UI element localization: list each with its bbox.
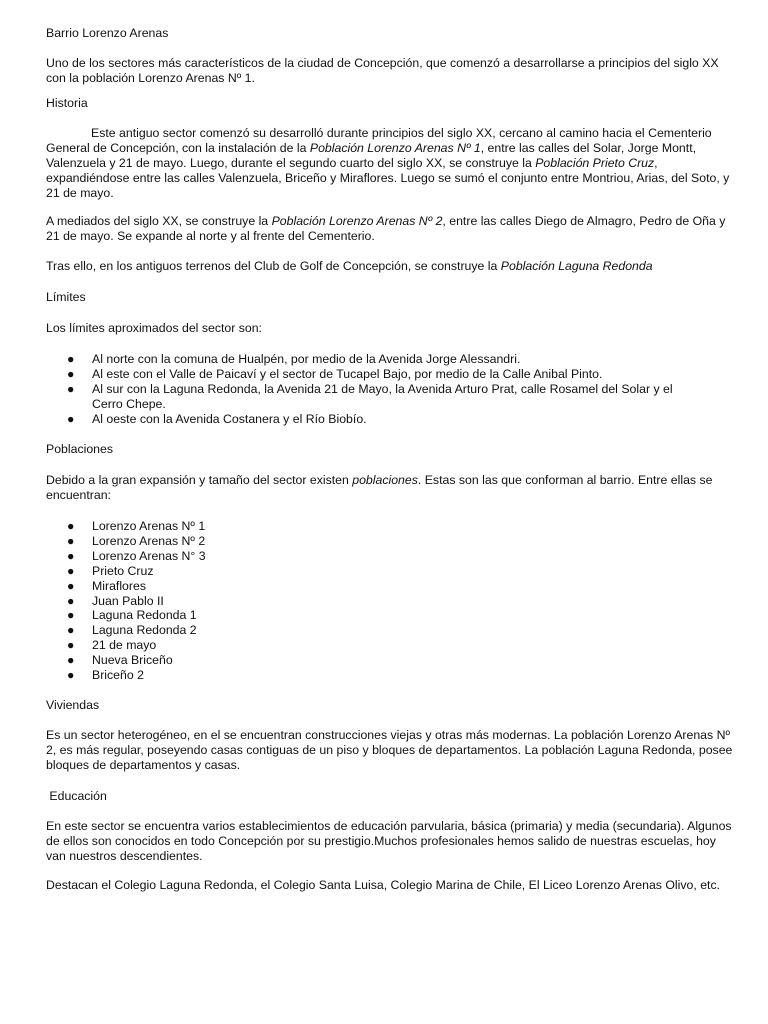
bullet-icon: ● bbox=[67, 578, 75, 593]
viviendas-heading: Viviendas bbox=[46, 698, 100, 712]
list-item: ● Laguna Redonda 2 bbox=[67, 623, 197, 638]
list-item: ● Al oeste con la Avenida Costanera y el Río Biobío. bbox=[67, 411, 367, 426]
limites-heading: Límites bbox=[46, 290, 86, 304]
educacion-paragraph-1: En este sector se encuentra varios establecimientos de educación parvularia, básica (primaria) y media (secundaria). Algunos de ellos son conocidos en todo Concepción por su prestigio.Muchos profesionales hemos salido de nuestras escuelas, hoy van nuestros descendientes. bbox=[46, 819, 732, 863]
intro-paragraph: Uno de los sectores más característicos de la ciudad de Concepción, que comenzó a desarrollarse a principios del siglo XX con la población Lorenzo Arenas Nº 1. bbox=[46, 56, 719, 85]
list-item: ● Al este con el Valle de Paicaví y el sector de Tucapel Bajo, por medio de la Calle Anibal Pinto. bbox=[67, 366, 603, 381]
document-title: Barrio Lorenzo Arenas bbox=[46, 26, 169, 40]
list-item: ● Nueva Briceño bbox=[67, 653, 173, 668]
bullet-icon: ● bbox=[67, 411, 75, 426]
bullet-icon: ● bbox=[67, 519, 75, 533]
viviendas-paragraph: Es un sector heterogéneo, en el se encuentran construcciones viejas y otras más modernas. La población Lorenzo Arenas Nº 2, es más regular, poseyendo casas contiguas de un piso y bloques de departamentos. La población Laguna Redonda, posee bloques de departamentos y casas. bbox=[46, 728, 733, 772]
bullet-icon: ● bbox=[67, 638, 75, 653]
bullet-icon: ● bbox=[67, 653, 75, 668]
list-item: ● Lorenzo Arenas Nº 2 bbox=[67, 533, 206, 548]
educacion-paragraph-2: Destacan el Colegio Laguna Redonda, el Colegio Santa Luisa, Colegio Marina de Chile, El Liceo Lorenzo Arenas Olivo, etc. bbox=[46, 878, 721, 892]
list-item: ● 21 de mayo bbox=[67, 638, 157, 653]
bullet-icon: ● bbox=[67, 352, 75, 366]
bullet-icon: ● bbox=[67, 366, 75, 381]
list-item: ● Lorenzo Arenas Nº 1 bbox=[67, 519, 206, 533]
poblaciones-list bbox=[46, 519, 736, 683]
educacion-heading: Educación bbox=[46, 789, 107, 803]
bullet-icon: ● bbox=[67, 548, 75, 563]
list-item: ● Briceño 2 bbox=[67, 668, 144, 683]
historia-paragraph-2: A mediados del siglo XX, se construye la Población Lorenzo Arenas Nº 2, entre las calles Diego de Almagro, Pedro de Oña y 21 de mayo. Se expande al norte y al frente del Cementerio. bbox=[46, 214, 726, 243]
bullet-icon: ● bbox=[67, 623, 75, 638]
limites-intro: Los límites aproximados del sector son: bbox=[46, 321, 262, 335]
list-item: ● Juan Pablo II bbox=[67, 593, 164, 608]
list-item: ● Al sur con la Laguna Redonda, la Avenida 21 de Mayo, la Avenida Arturo Prat, calle Rosamel del Solar y el Cerro Chepe. bbox=[67, 381, 673, 411]
list-item: ● Prieto Cruz bbox=[67, 563, 154, 578]
list-item: ● Al norte con la comuna de Hualpén, por medio de la Avenida Jorge Alessandri. bbox=[67, 352, 521, 366]
list-item: ● Laguna Redonda 1 bbox=[67, 608, 197, 623]
bullet-icon: ● bbox=[67, 593, 75, 608]
list-item: ● Miraflores bbox=[67, 578, 146, 593]
bullet-icon: ● bbox=[67, 381, 75, 396]
bullet-icon: ● bbox=[67, 608, 75, 623]
poblaciones-intro: Debido a la gran expansión y tamaño del sector existen poblaciones. Estas son las que conforman al barrio. Entre ellas se encuentran: bbox=[46, 473, 713, 502]
historia-paragraph-1: Este antiguo sector comenzó su desarrolló durante principios del siglo XX, cercano al camino hacia el Cementerio General de Concepción, con la instalación de la Población Lorenzo Arenas Nº 1, entre las calles del Solar, Jorge Montt, Valenzuela y 21 de mayo. Luego, durante el segundo cuarto del siglo XX, se construye la Población Prieto Cruz, expandiéndose entre las calles Valenzuela, Briceño y Miraflores. Luego se sumó el conjunto entre Montriou, Arias, del Soto, y 21 de mayo. bbox=[46, 126, 730, 200]
historia-paragraph-3: Tras ello, en los antiguos terrenos del Club de Golf de Concepción, se construye la Población Laguna Redonda bbox=[46, 259, 653, 273]
historia-heading: Historia bbox=[46, 96, 88, 110]
limites-list bbox=[46, 352, 706, 427]
poblaciones-heading: Poblaciones bbox=[46, 442, 113, 456]
bullet-icon: ● bbox=[67, 563, 75, 578]
bullet-icon: ● bbox=[67, 668, 75, 683]
list-item: ● Lorenzo Arenas N° 3 bbox=[67, 548, 206, 563]
bullet-icon: ● bbox=[67, 533, 75, 548]
